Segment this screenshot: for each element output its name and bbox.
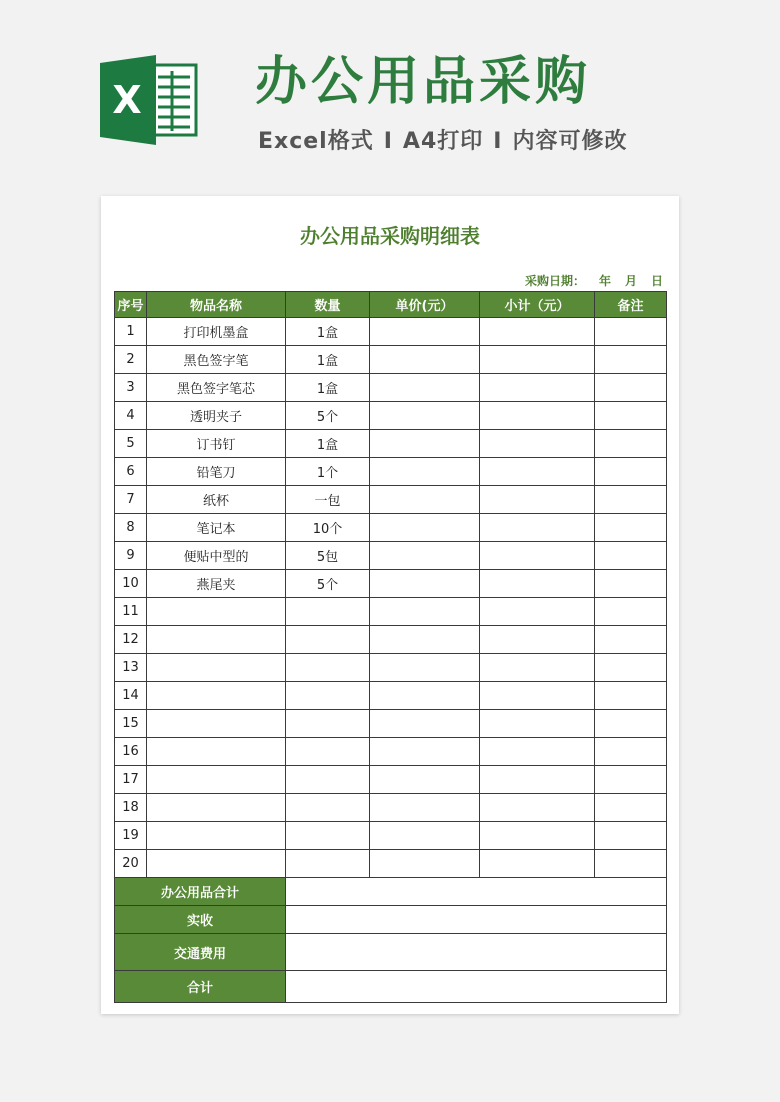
row-number: 19 (115, 822, 147, 850)
item-name[interactable] (147, 850, 286, 878)
item-subtotal[interactable] (480, 570, 595, 598)
table-row (115, 710, 667, 738)
total-label: 交通费用 (115, 934, 286, 971)
table-row (115, 430, 667, 458)
column-header-no: 序号 (115, 292, 147, 318)
table-row (115, 794, 667, 822)
purchase-table (114, 291, 667, 1003)
item-quantity[interactable] (286, 654, 370, 682)
subtitle-separator: I (383, 129, 393, 154)
table-row (115, 682, 667, 710)
total-value[interactable] (286, 906, 667, 934)
item-name[interactable] (147, 598, 286, 626)
item-quantity[interactable]: 1盒 (286, 318, 370, 346)
unit-price[interactable] (370, 738, 480, 766)
item-subtotal[interactable] (480, 430, 595, 458)
row-number: 7 (115, 486, 147, 514)
table-row (115, 346, 667, 374)
column-header-qty: 数量 (286, 292, 370, 318)
item-subtotal[interactable] (480, 514, 595, 542)
item-name[interactable] (147, 822, 286, 850)
unit-price[interactable] (370, 402, 480, 430)
unit-price[interactable] (370, 458, 480, 486)
row-number: 16 (115, 738, 147, 766)
item-quantity[interactable]: 5包 (286, 542, 370, 570)
spreadsheet-page (101, 196, 679, 1014)
date-year: 年 (598, 274, 611, 288)
item-subtotal[interactable] (480, 710, 595, 738)
column-header-note: 备注 (595, 292, 667, 318)
row-number: 15 (115, 710, 147, 738)
item-quantity[interactable] (286, 794, 370, 822)
item-quantity[interactable]: 一包 (286, 486, 370, 514)
item-name[interactable]: 黑色签字笔 (147, 346, 286, 374)
table-row (115, 738, 667, 766)
unit-price[interactable] (370, 850, 480, 878)
item-note[interactable] (595, 598, 667, 626)
row-number: 4 (115, 402, 147, 430)
table-row (115, 486, 667, 514)
item-subtotal[interactable] (480, 598, 595, 626)
row-number: 13 (115, 654, 147, 682)
item-subtotal[interactable] (480, 486, 595, 514)
item-note[interactable] (595, 402, 667, 430)
unit-price[interactable] (370, 486, 480, 514)
subtitle-format: Excel格式 (258, 129, 374, 154)
item-name[interactable]: 订书钉 (147, 430, 286, 458)
item-note[interactable] (595, 430, 667, 458)
item-note[interactable] (595, 374, 667, 402)
unit-price[interactable] (370, 626, 480, 654)
item-name[interactable]: 透明夹子 (147, 402, 286, 430)
row-number: 20 (115, 850, 147, 878)
item-subtotal[interactable] (480, 346, 595, 374)
item-quantity[interactable]: 5个 (286, 570, 370, 598)
unit-price[interactable] (370, 430, 480, 458)
table-row (115, 318, 667, 346)
sheet-title: 办公用品采购明细表 (300, 224, 480, 248)
total-value[interactable] (286, 878, 667, 906)
table-row (115, 402, 667, 430)
item-quantity[interactable] (286, 850, 370, 878)
row-number: 12 (115, 626, 147, 654)
row-number: 8 (115, 514, 147, 542)
item-note[interactable] (595, 542, 667, 570)
row-number: 10 (115, 570, 147, 598)
item-subtotal[interactable] (480, 822, 595, 850)
table-row (115, 458, 667, 486)
item-quantity[interactable]: 1盒 (286, 346, 370, 374)
unit-price[interactable] (370, 514, 480, 542)
item-quantity[interactable] (286, 626, 370, 654)
table-row (115, 598, 667, 626)
item-subtotal[interactable] (480, 402, 595, 430)
row-number: 18 (115, 794, 147, 822)
item-subtotal[interactable] (480, 318, 595, 346)
item-note[interactable] (595, 458, 667, 486)
total-value[interactable] (286, 971, 667, 1003)
total-row (115, 878, 667, 906)
row-number: 9 (115, 542, 147, 570)
item-quantity[interactable] (286, 766, 370, 794)
logo-letter: X (112, 78, 142, 122)
item-subtotal[interactable] (480, 654, 595, 682)
row-number: 11 (115, 598, 147, 626)
item-name[interactable] (147, 766, 286, 794)
unit-price[interactable] (370, 598, 480, 626)
item-name[interactable]: 铅笔刀 (147, 458, 286, 486)
subtitle-print: A4打印 (402, 129, 484, 154)
date-month: 月 (624, 274, 637, 288)
unit-price[interactable] (370, 766, 480, 794)
item-subtotal[interactable] (480, 626, 595, 654)
row-number: 17 (115, 766, 147, 794)
unit-price[interactable] (370, 318, 480, 346)
subtitle-editable: 内容可修改 (512, 129, 628, 154)
item-note[interactable] (595, 850, 667, 878)
item-subtotal[interactable] (480, 374, 595, 402)
item-name[interactable] (147, 738, 286, 766)
unit-price[interactable] (370, 794, 480, 822)
total-value[interactable] (286, 934, 667, 971)
table-header-row (115, 292, 667, 318)
row-number: 6 (115, 458, 147, 486)
date-day: 日 (650, 274, 663, 288)
item-name[interactable]: 黑色签字笔芯 (147, 374, 286, 402)
item-quantity[interactable] (286, 710, 370, 738)
unit-price[interactable] (370, 570, 480, 598)
unit-price[interactable] (370, 682, 480, 710)
item-subtotal[interactable] (480, 850, 595, 878)
row-number: 2 (115, 346, 147, 374)
item-subtotal[interactable] (480, 766, 595, 794)
item-quantity[interactable] (286, 682, 370, 710)
table-row (115, 542, 667, 570)
item-note[interactable] (595, 738, 667, 766)
column-header-name: 物品名称 (147, 292, 286, 318)
item-name[interactable] (147, 654, 286, 682)
unit-price[interactable] (370, 822, 480, 850)
excel-logo-icon (100, 55, 200, 145)
item-note[interactable] (595, 570, 667, 598)
row-number: 14 (115, 682, 147, 710)
table-row (115, 374, 667, 402)
purchase-date-line (525, 272, 663, 289)
column-header-subtotal: 小计（元） (480, 292, 595, 318)
item-subtotal[interactable] (480, 458, 595, 486)
page-header (0, 0, 780, 190)
item-quantity[interactable]: 1个 (286, 458, 370, 486)
table-row (115, 514, 667, 542)
column-header-price: 单价(元） (370, 292, 480, 318)
item-note[interactable] (595, 822, 667, 850)
item-quantity[interactable] (286, 822, 370, 850)
item-note[interactable] (595, 710, 667, 738)
item-subtotal[interactable] (480, 542, 595, 570)
table-row (115, 822, 667, 850)
item-note[interactable] (595, 766, 667, 794)
date-label: 采购日期： (524, 274, 585, 288)
unit-price[interactable] (370, 346, 480, 374)
table-row (115, 654, 667, 682)
row-number: 3 (115, 374, 147, 402)
item-quantity[interactable] (286, 738, 370, 766)
table-row (115, 766, 667, 794)
item-quantity[interactable]: 5个 (286, 402, 370, 430)
unit-price[interactable] (370, 710, 480, 738)
item-quantity[interactable] (286, 598, 370, 626)
total-row (115, 906, 667, 934)
item-name[interactable] (147, 626, 286, 654)
item-subtotal[interactable] (480, 738, 595, 766)
item-note[interactable] (595, 514, 667, 542)
item-name[interactable] (147, 794, 286, 822)
item-quantity[interactable]: 10个 (286, 514, 370, 542)
item-name[interactable]: 便贴中型的 (147, 542, 286, 570)
subtitle-separator: I (493, 129, 503, 154)
item-quantity[interactable]: 1盒 (286, 430, 370, 458)
table-row (115, 850, 667, 878)
item-note[interactable] (595, 794, 667, 822)
item-name[interactable]: 打印机墨盒 (147, 318, 286, 346)
item-name[interactable]: 纸杯 (147, 486, 286, 514)
page-title: 办公用品采购 (255, 52, 592, 112)
item-name[interactable]: 燕尾夹 (147, 570, 286, 598)
table-row (115, 626, 667, 654)
item-name[interactable]: 笔记本 (147, 514, 286, 542)
item-note[interactable] (595, 682, 667, 710)
total-label: 办公用品合计 (115, 878, 286, 906)
page-subtitle (258, 124, 627, 155)
item-note[interactable] (595, 626, 667, 654)
item-note[interactable] (595, 486, 667, 514)
row-number: 1 (115, 318, 147, 346)
table-row (115, 570, 667, 598)
total-label: 实收 (115, 906, 286, 934)
row-number: 5 (115, 430, 147, 458)
unit-price[interactable] (370, 542, 480, 570)
unit-price[interactable] (370, 654, 480, 682)
total-row (115, 971, 667, 1003)
item-name[interactable] (147, 682, 286, 710)
item-subtotal[interactable] (480, 682, 595, 710)
item-name[interactable] (147, 710, 286, 738)
item-subtotal[interactable] (480, 794, 595, 822)
item-quantity[interactable]: 1盒 (286, 374, 370, 402)
item-note[interactable] (595, 346, 667, 374)
total-label: 合计 (115, 971, 286, 1003)
total-row (115, 934, 667, 971)
unit-price[interactable] (370, 374, 480, 402)
item-note[interactable] (595, 318, 667, 346)
item-note[interactable] (595, 654, 667, 682)
